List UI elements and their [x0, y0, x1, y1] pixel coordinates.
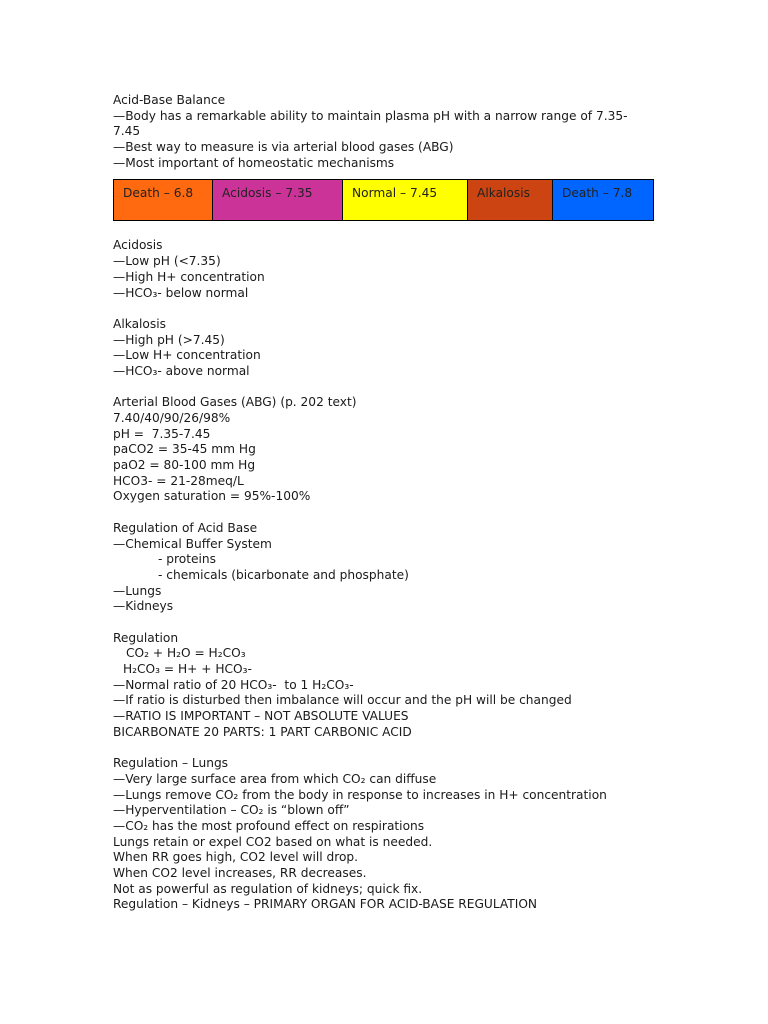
scale-segment-death-low: Death – 6.8 — [114, 180, 213, 220]
regulation-line: —RATIO IS IMPORTANT – NOT ABSOLUTE VALUES — [113, 709, 409, 724]
regulation-line: —If ratio is disturbed then imbalance will occur and the pH will be changed — [113, 693, 572, 708]
regulation-kidneys-line: Regulation – Kidneys – PRIMARY ORGAN FOR ACID-BASE REGULATION — [113, 897, 538, 912]
alkalosis-line: —High pH (>7.45) — [113, 332, 225, 347]
acidosis-line: —Low pH (<7.35) — [113, 254, 221, 269]
regulation-lungs-title: Regulation – Lungs — [113, 756, 229, 771]
abg-line: pH = 7.35-7.45 — [113, 426, 211, 441]
acidosis-title: Acidosis — [113, 238, 163, 253]
abg-line: 7.40/40/90/26/98% — [113, 411, 231, 425]
regulation-lungs-line: —Very large surface area from which CO₂ can diffuse — [113, 771, 437, 786]
regulation-equation: H₂CO₃ = H+ + HCO₃- — [123, 662, 252, 676]
regulation-acid-base-line: —Kidneys — [113, 599, 174, 614]
doc-title: Acid-Base Balance — [113, 93, 226, 107]
abg-line: HCO3- = 21-28meq/L — [113, 473, 244, 488]
scale-segment-alkalosis: Alkalosis — [468, 180, 553, 220]
abg-line: Oxygen saturation = 95%-100% — [113, 489, 311, 504]
acidosis-line: —High H+ concentration — [113, 269, 265, 284]
regulation-lungs-line: Not as powerful as regulation of kidneys; quick fix. — [113, 881, 423, 896]
intro-line: —Body has a remarkable ability to maintain plasma pH with a narrow range of 7.35- — [113, 108, 628, 123]
regulation-lungs-line: —Lungs remove CO₂ from the body in response to increases in H+ concentration — [113, 787, 607, 802]
regulation-line: —Normal ratio of 20 HCO₃- to 1 H₂CO₃- — [113, 677, 354, 692]
regulation-acid-base-line: —Chemical Buffer System — [113, 536, 272, 551]
intro-line: 7.45 — [113, 124, 141, 139]
alkalosis-line: —Low H+ concentration — [113, 348, 261, 363]
scale-segment-death-high: Death – 7.8 — [553, 180, 653, 220]
regulation-acid-base-title: Regulation of Acid Base — [113, 520, 258, 535]
abg-line: paCO2 = 35-45 mm Hg — [113, 442, 256, 457]
regulation-lungs-line: —CO₂ has the most profound effect on respirations — [113, 818, 425, 833]
regulation-title: Regulation — [113, 630, 179, 645]
regulation-lungs-line: —Hyperventilation – CO₂ is “blown off” — [113, 803, 350, 818]
buffer-sub-item: - proteins — [158, 552, 216, 567]
alkalosis-line: —HCO₃- above normal — [113, 363, 250, 378]
regulation-lungs-line: When RR goes high, CO2 level will drop. — [113, 850, 359, 865]
scale-segment-acidosis: Acidosis – 7.35 — [213, 180, 343, 220]
intro-line: —Most important of homeostatic mechanisms — [113, 155, 395, 170]
ph-scale-table — [113, 179, 654, 221]
scale-segment-normal: Normal – 7.45 — [343, 180, 468, 220]
alkalosis-title: Alkalosis — [113, 316, 166, 331]
regulation-equation: CO₂ + H₂O = H₂CO₃ — [126, 646, 246, 661]
document-page — [113, 93, 673, 913]
abg-line: paO2 = 80-100 mm Hg — [113, 458, 256, 473]
buffer-sub-item: - chemicals (bicarbonate and phosphate) — [158, 567, 409, 582]
regulation-lungs-line: Lungs retain or expel CO2 based on what is needed. — [113, 834, 433, 849]
acidosis-line: —HCO₃- below normal — [113, 285, 249, 300]
regulation-acid-base-line: —Lungs — [113, 583, 162, 598]
abg-title: Arterial Blood Gases (ABG) (p. 202 text) — [113, 395, 357, 410]
regulation-line: BICARBONATE 20 PARTS: 1 PART CARBONIC ACID — [113, 724, 412, 739]
intro-line: —Best way to measure is via arterial blood gases (ABG) — [113, 140, 454, 155]
regulation-lungs-line: When CO2 level increases, RR decreases. — [113, 865, 367, 880]
